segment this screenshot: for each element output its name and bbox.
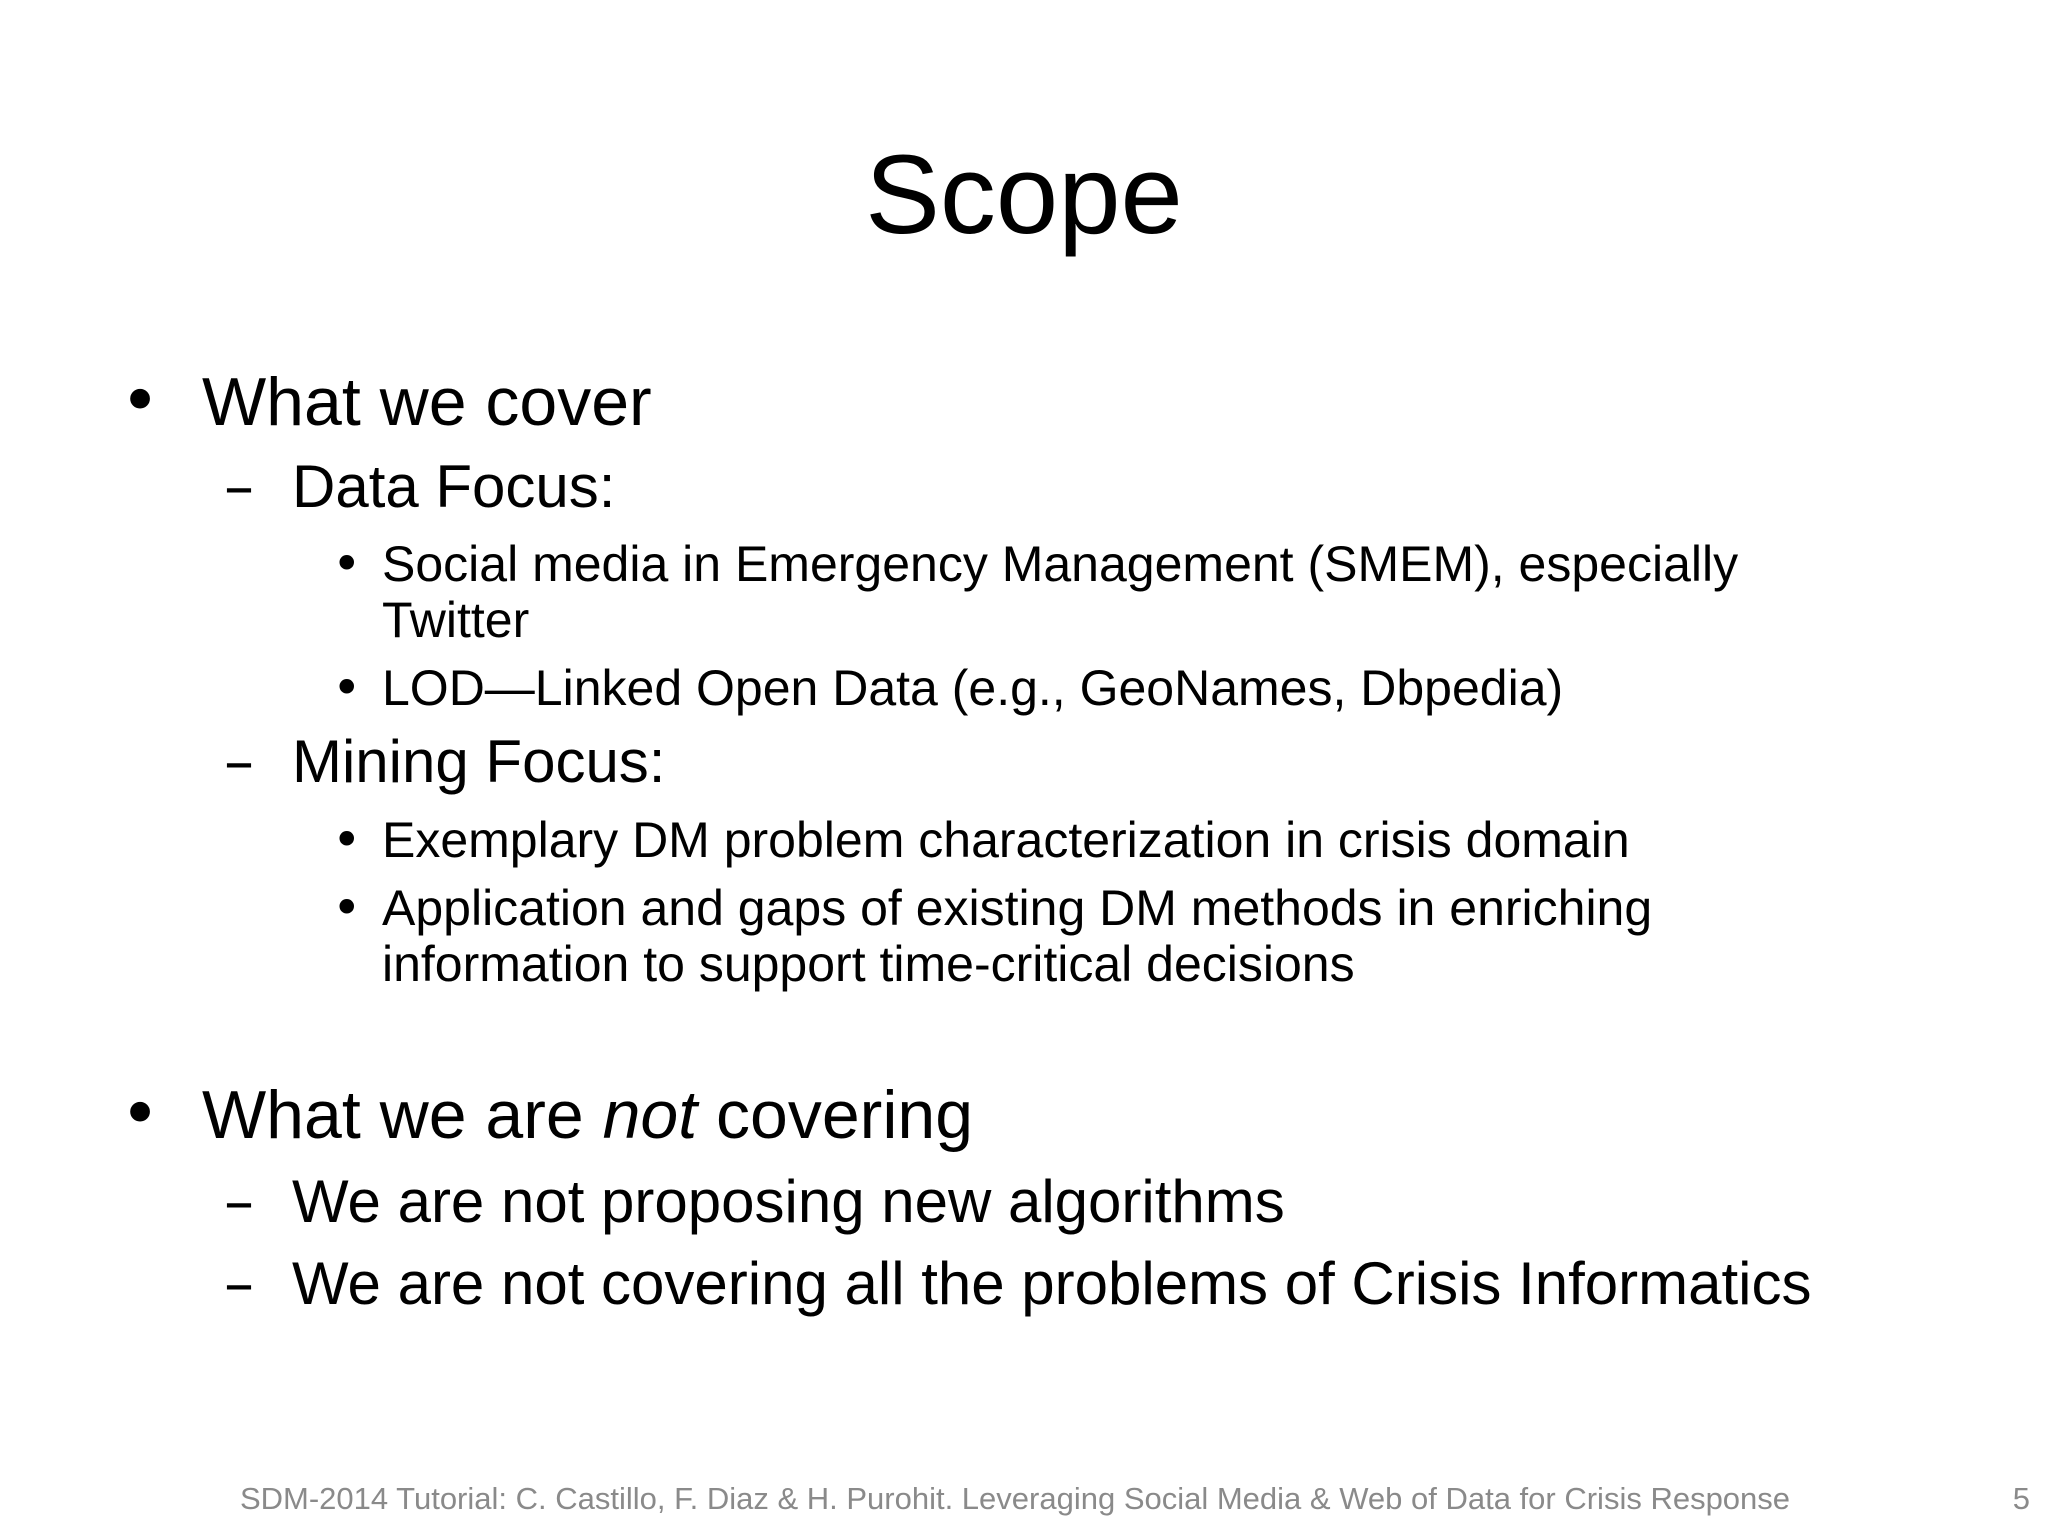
sub-sub-bullet-text: Twitter: [382, 592, 530, 648]
sub-bullet-text: Mining Focus:: [292, 728, 666, 795]
sub-sub-bullet-smem-continued: [382, 592, 529, 648]
dash-icon: –: [224, 1167, 254, 1237]
bullet-icon: •: [332, 811, 362, 869]
sub-bullet-not-covering-all: [224, 1248, 1812, 1320]
sub-bullet-data-focus: [224, 451, 616, 523]
dash-icon: –: [224, 1249, 254, 1319]
sub-sub-bullet-exemplary: [332, 811, 1630, 869]
sub-bullet-text: Data Focus:: [292, 453, 616, 520]
bullet-icon: •: [120, 1075, 161, 1154]
sub-sub-bullet-text: Application and gaps of existing DM methods in enriching: [382, 880, 1653, 936]
sub-bullet-mining-focus: [224, 726, 666, 798]
bullet-text-before: What we are: [202, 1077, 603, 1153]
bullet-what-we-are-not-covering: [120, 1075, 974, 1155]
slide-footer: SDM-2014 Tutorial: C. Castillo, F. Diaz & H. Purohit. Leveraging Social Media & Web of Data for Crisis Response: [239, 1481, 1791, 1516]
bullet-text-after: covering: [697, 1077, 974, 1153]
bullet-icon: •: [332, 659, 362, 717]
sub-sub-bullet-smem: [332, 535, 1739, 593]
sub-sub-bullet-application: [332, 879, 1653, 937]
sub-sub-bullet-application-continued: [382, 936, 1355, 992]
slide-title: Scope: [865, 132, 1183, 257]
sub-sub-bullet-text: LOD—Linked Open Data (e.g., GeoNames, Dbpedia): [382, 660, 1564, 716]
sub-sub-bullet-lod: [332, 659, 1564, 717]
bullet-text-emphasis: not: [602, 1077, 698, 1153]
bullet-icon: •: [332, 879, 362, 937]
sub-sub-bullet-text: Exemplary DM problem characterization in crisis domain: [382, 812, 1630, 868]
sub-sub-bullet-text: information to support time-critical decisions: [382, 936, 1355, 992]
page-number: 5: [2012, 1481, 2030, 1516]
bullet-icon: •: [120, 362, 161, 441]
bullet-what-we-cover: [120, 362, 652, 442]
dash-icon: –: [224, 452, 254, 522]
sub-bullet-not-proposing: [224, 1166, 1285, 1238]
bullet-icon: •: [332, 535, 362, 593]
sub-bullet-text: We are not covering all the problems of Crisis Informatics: [292, 1250, 1812, 1317]
sub-sub-bullet-text: Social media in Emergency Management (SMEM), especially: [382, 536, 1739, 592]
dash-icon: –: [224, 727, 254, 797]
bullet-text: What we cover: [202, 364, 652, 440]
sub-bullet-text: We are not proposing new algorithms: [292, 1168, 1285, 1235]
